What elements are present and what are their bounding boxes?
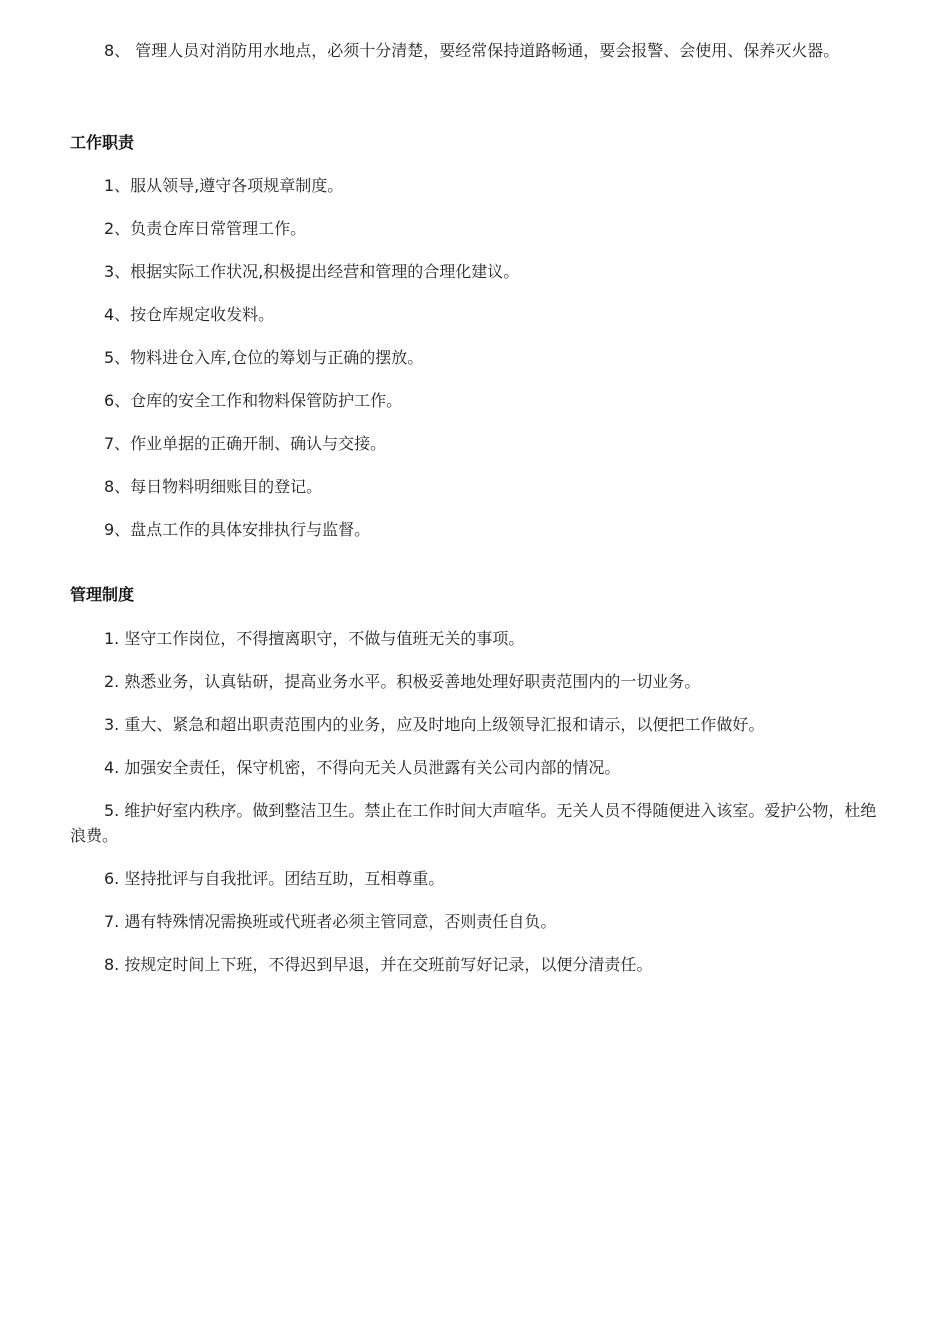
rule-item: 8. 按规定时间上下班，不得迟到早退，并在交班前写好记录，以便分清责任。 — [104, 955, 653, 974]
rule-item: 2. 熟悉业务，认真钻研，提高业务水平。积极妥善地处理好职责范围内的一切业务。 — [104, 672, 701, 691]
duties-list — [70, 173, 880, 560]
duty-item: 7、作业单据的正确开制、确认与交接。 — [104, 434, 387, 453]
duty-item: 3、根据实际工作状况,积极提出经营和管理的合理化建议。 — [104, 262, 520, 281]
duty-item: 1、服从领导,遵守各项规章制度。 — [104, 176, 344, 195]
rule-item: 4. 加强安全责任，保守机密，不得向无关人员泄露有关公司内部的情况。 — [104, 758, 621, 777]
rule-item: 6. 坚持批评与自我批评。团结互助，互相尊重。 — [104, 869, 445, 888]
duty-item: 5、物料进仓入库,仓位的筹划与正确的摆放。 — [104, 348, 424, 367]
rule-item: 3. 重大、紧急和超出职责范围内的业务，应及时地向上级领导汇报和请示，以便把工作做好。 — [104, 715, 765, 734]
intro-paragraph: 8、 管理人员对消防用水地点，必须十分清楚，要经常保持道路畅通，要会报警、会使用、保养灭火器。 — [104, 41, 840, 60]
duty-item: 4、按仓库规定收发料。 — [104, 305, 275, 324]
rule-item: 1. 坚守工作岗位，不得擅离职守，不做与值班无关的事项。 — [104, 629, 525, 648]
duty-item: 9、盘点工作的具体安排执行与监督。 — [104, 520, 371, 539]
duty-item: 6、仓库的安全工作和物料保管防护工作。 — [104, 391, 403, 410]
rule-item: 7. 遇有特殊情况需换班或代班者必须主管同意，否则责任自负。 — [104, 912, 557, 931]
duty-item: 2、负责仓库日常管理工作。 — [104, 219, 307, 238]
section-heading-rules: 管理制度 — [70, 585, 135, 604]
section-heading-duties: 工作职责 — [70, 133, 135, 152]
duty-item: 8、每日物料明细账目的登记。 — [104, 477, 323, 496]
rule-item: 5. 维护好室内秩序。做到整洁卫生。禁止在工作时间大声喧华。无关人员不得随便进入该室。爱护公物，杜绝浪费。 — [70, 801, 877, 845]
rules-list — [70, 626, 880, 995]
